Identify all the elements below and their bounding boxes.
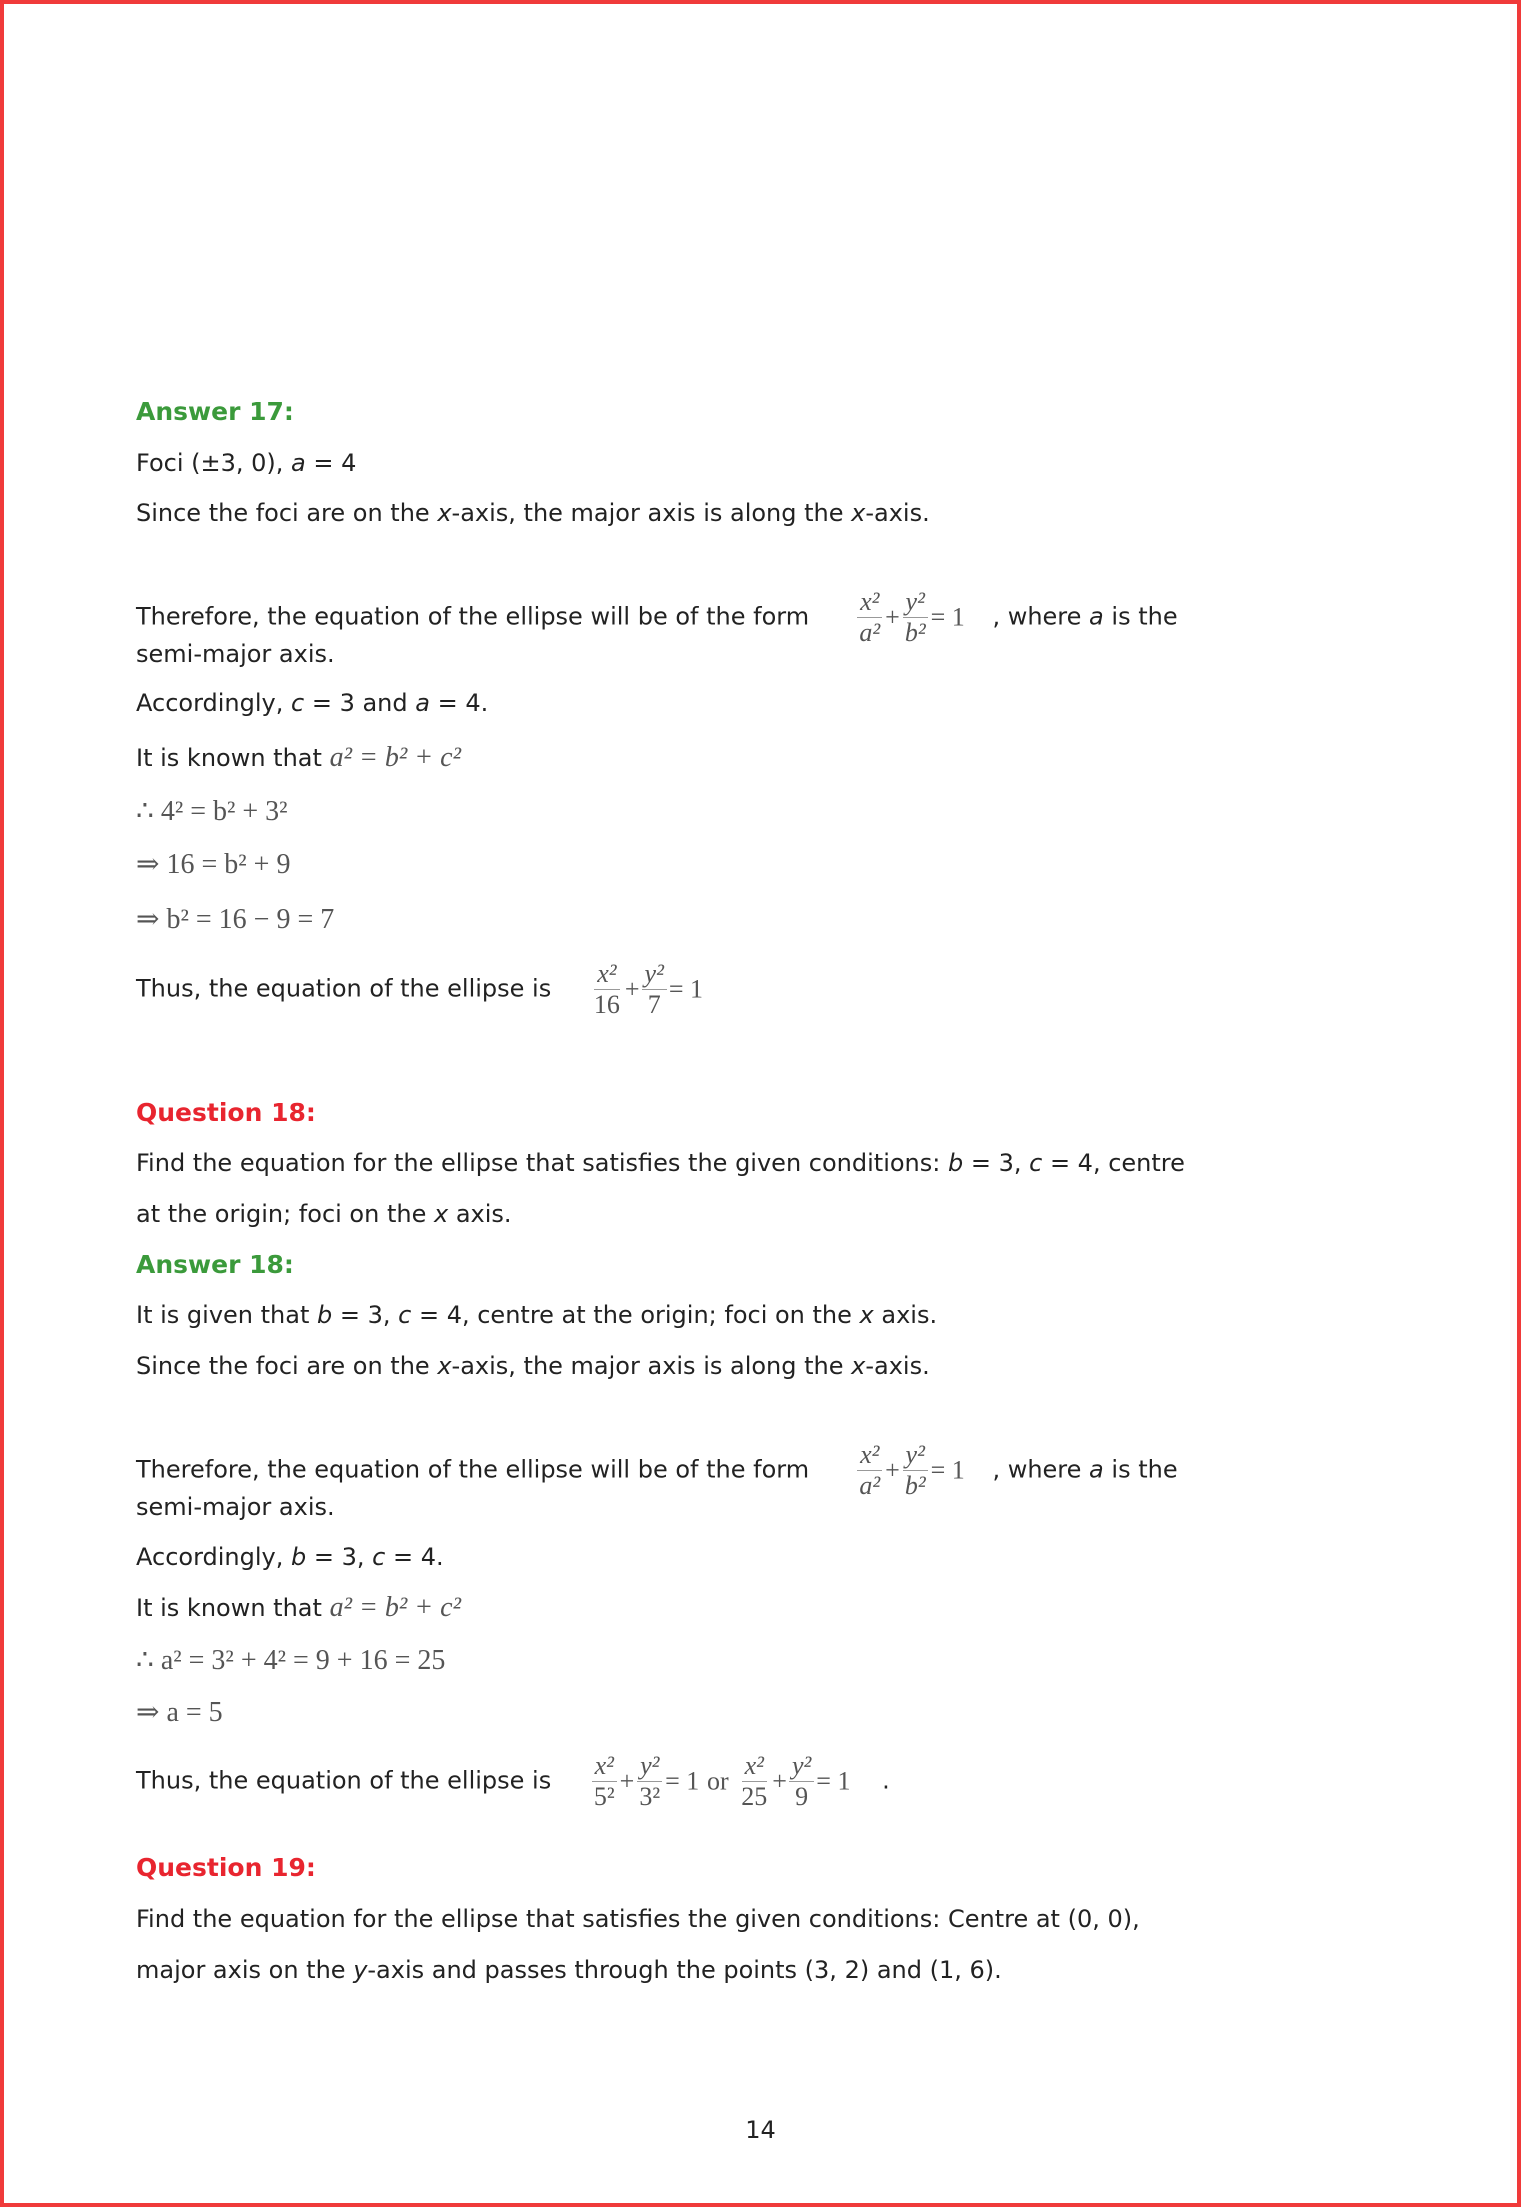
fraction-x2-16: $\frac{\text{x²}}{16}$ (593, 959, 620, 1019)
fraction-x2-a2: $\frac{\text{x²}}{\text{a²}}$ (856, 587, 883, 648)
answer-18-axis-text: Since the foci are on the x-axis, the major axis is along the x-axis. (136, 1352, 930, 1380)
answer-18-known: It is known that a² = b² + c² (136, 1592, 461, 1623)
answer-17-form-text: Therefore, the equation of the ellipse will be of the form $\frac{\text{x²}}{\text{a²}}$ + $\frac{\text{y²}}{\text{b²}}$ = 1 , where a is the (136, 587, 1178, 647)
answer-17-known: It is known that a² = b² + c² (136, 742, 461, 773)
answer-17-result: Thus, the equation of the ellipse is $\frac{\text{x²}}{16}$ + $\frac{\text{y²}}{7}$ = 1 (136, 959, 704, 1019)
question-19-text-1: Find the equation for the ellipse that satisfies the given conditions: Centre at (0, 0), (136, 1905, 1140, 1933)
answer-17-semi-major: semi-major axis. (136, 640, 335, 668)
answer-17-step-2: ⇒ 16 = b² + 9 (136, 849, 291, 880)
answer-17-step-3: ⇒ b² = 16 − 9 = 7 (136, 904, 335, 935)
answer-17-accordingly: Accordingly, c = 3 and a = 4. (136, 689, 489, 717)
page-number: 14 (745, 2116, 776, 2144)
question-18-text-2: at the origin; foci on the x axis. (136, 1200, 512, 1228)
fraction-x2-25: $\frac{\text{x²}}{25}$ (741, 1751, 768, 1811)
question-19-text-2: major axis on the y-axis and passes through the points (3, 2) and (1, 6). (136, 1956, 1002, 1984)
answer-18-given: It is given that b = 3, c = 4, centre at the origin; foci on the x axis. (136, 1301, 938, 1329)
question-19-heading: Question 19: (136, 1853, 316, 1882)
answer-18-step-2: ⇒ a = 5 (136, 1697, 223, 1728)
question-18-heading: Question 18: (136, 1098, 316, 1127)
fraction-y2-7: $\frac{\text{y²}}{7}$ (642, 959, 667, 1020)
fraction-y2-b2: $\frac{\text{y²}}{\text{b²}}$ (902, 587, 929, 648)
answer-18-form-text: Therefore, the equation of the ellipse will be of the form $\frac{\text{x²}}{\text{a²}}$ + $\frac{\text{y²}}{\text{b²}}$ = 1 , where a is the (136, 1440, 1178, 1500)
fraction-x2-5sq: $\frac{\text{x²}}{\text{5²}}$ (591, 1751, 618, 1812)
answer-17-heading: Answer 17: (136, 397, 294, 426)
fraction-y2-b2: $\frac{\text{y²}}{\text{b²}}$ (902, 1440, 929, 1501)
answer-17-given: Foci (±3, 0), a = 4 (136, 449, 357, 477)
answer-18-step-1: ∴ a² = 3² + 4² = 9 + 16 = 25 (136, 1645, 446, 1676)
fraction-x2-a2: $\frac{\text{x²}}{\text{a²}}$ (856, 1440, 883, 1501)
fraction-y2-3sq: $\frac{\text{y²}}{\text{3²}}$ (636, 1751, 663, 1812)
answer-17-axis-text: Since the foci are on the x-axis, the major axis is along the x-axis. (136, 499, 930, 527)
question-18-text-1: Find the equation for the ellipse that satisfies the given conditions: b = 3, c = 4, centre (136, 1149, 1185, 1177)
fraction-y2-9: $\frac{\text{y²}}{9}$ (789, 1751, 814, 1812)
answer-18-accordingly: Accordingly, b = 3, c = 4. (136, 1543, 444, 1571)
answer-17-step-1: ∴ 4² = b² + 3² (136, 796, 288, 827)
answer-18-result: Thus, the equation of the ellipse is $\frac{\text{x²}}{\text{5²}}$ + $\frac{\text{y²}}{\text{3²}}$ = 1 or $\frac{\text{x²}}{25}$ + $\frac{\text{y²}}{9}$ = 1 . (136, 1751, 890, 1811)
answer-18-semi-major: semi-major axis. (136, 1493, 335, 1521)
answer-18-heading: Answer 18: (136, 1250, 294, 1279)
